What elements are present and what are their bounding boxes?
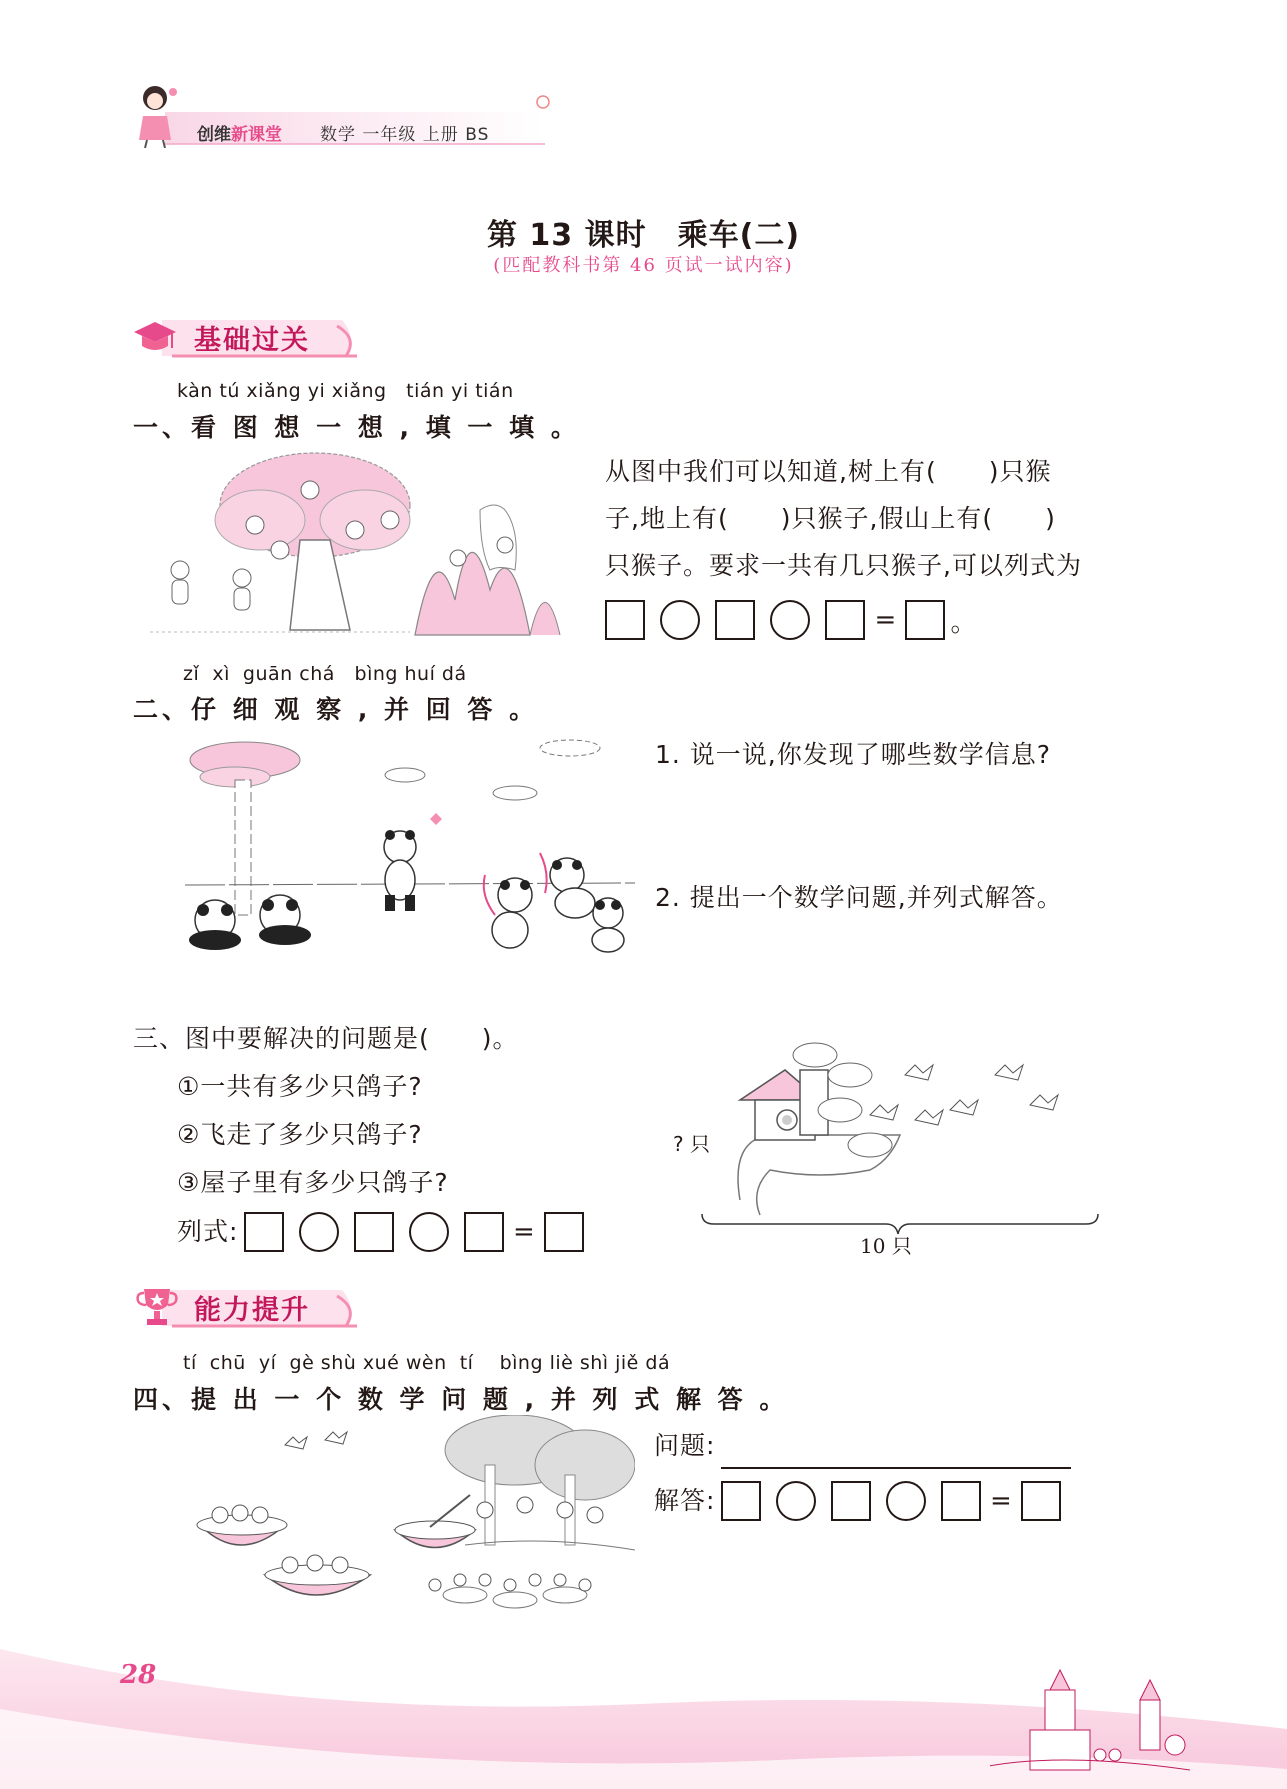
q4-operator-circle-2[interactable] xyxy=(886,1481,926,1521)
q1-text-line2: 子,地上有( )只猴子,假山上有( ) xyxy=(605,504,1056,533)
q3-option-1: ①一共有多少只鸽子? xyxy=(177,1072,423,1101)
q2-pinyin: zǐ xì guān chá bìng huí dá xyxy=(183,663,467,685)
q3-option-3: ③屋子里有多少只鸽子? xyxy=(177,1168,449,1197)
q4-question-line[interactable] xyxy=(721,1437,1071,1469)
q4-pinyin: tí chū yí gè shù xué wèn tí bìng liè shì jiě dá xyxy=(183,1352,671,1374)
q3-heading: 三、图中要解决的问题是( )。 xyxy=(133,1024,519,1053)
q4-question-row xyxy=(654,1422,1071,1469)
q1-blank-box-1[interactable] xyxy=(605,600,645,640)
q1-equal-sign: = xyxy=(874,605,897,635)
lesson-title: 第 13 课时 乘车(二) xyxy=(486,218,801,253)
q3-blank-box-3[interactable] xyxy=(464,1212,504,1252)
q4-equal-sign: = xyxy=(990,1485,1012,1516)
q3-pigeon-picture xyxy=(700,1040,1100,1220)
q1-blank-box-3[interactable] xyxy=(825,600,865,640)
q3-operator-circle-2[interactable] xyxy=(409,1212,449,1252)
trophy-icon xyxy=(134,1285,180,1329)
q1-heading: 一、看 图 想 一 想 , 填 一 填 。 xyxy=(133,413,580,442)
q1-period: 。 xyxy=(950,607,977,638)
q1-pinyin: kàn tú xiǎng yi xiǎng tián yi tián xyxy=(177,380,514,402)
header-brand xyxy=(197,120,282,145)
brand-prefix: 创维 xyxy=(197,125,231,145)
q1-blank-box-2[interactable] xyxy=(715,600,755,640)
q4-answer-row xyxy=(654,1477,1061,1524)
q3-blank-box-2[interactable] xyxy=(354,1212,394,1252)
panda-standing xyxy=(384,830,416,911)
q4-operator-circle-1[interactable] xyxy=(776,1481,816,1521)
q1-operator-circle-2[interactable] xyxy=(770,600,810,640)
section-basic-title: 基础过关 xyxy=(194,325,310,356)
q4-answer-box[interactable] xyxy=(1021,1481,1061,1521)
q2-panda-picture xyxy=(185,735,635,955)
q3-answer-box[interactable] xyxy=(544,1212,584,1252)
castle-icon xyxy=(990,1660,1190,1780)
q1-formula xyxy=(605,600,980,640)
q1-answer-box[interactable] xyxy=(905,600,945,640)
q4-blank-box-1[interactable] xyxy=(721,1481,761,1521)
q1-text-line1: 从图中我们可以知道,树上有( )只猴 xyxy=(605,457,1052,486)
header-book-info: 数学 一年级 上册 BS xyxy=(320,125,490,145)
q3-formula xyxy=(177,1208,584,1255)
page-number: 28 xyxy=(120,1660,157,1690)
flower-icon xyxy=(533,92,553,112)
brand-highlight: 新课堂 xyxy=(231,125,282,145)
q3-figure-question: ? 只 xyxy=(673,1132,710,1156)
q4-heading: 四、提 出 一 个 数 学 问 题 , 并 列 式 解 答 。 xyxy=(133,1385,789,1414)
mascot-girl-icon xyxy=(125,82,185,148)
q3-formula-label: 列式: xyxy=(177,1217,239,1246)
q3-operator-circle-1[interactable] xyxy=(299,1212,339,1252)
q3-option-2: ②飞走了多少只鸽子? xyxy=(177,1120,423,1149)
q4-pond-picture xyxy=(185,1415,635,1620)
lesson-subtitle: (匹配教科书第 46 页试一试内容) xyxy=(493,255,794,276)
q4-blank-box-2[interactable] xyxy=(831,1481,871,1521)
graduation-cap-icon xyxy=(132,318,178,358)
q2-heading: 二、仔 细 观 察 , 并 回 答 。 xyxy=(133,695,539,724)
q4-question-label: 问题: xyxy=(654,1431,716,1460)
q1-monkey-picture xyxy=(150,450,580,640)
q3-equal-sign: = xyxy=(513,1216,535,1247)
q4-answer-label: 解答: xyxy=(654,1486,716,1515)
q3-blank-box-1[interactable] xyxy=(244,1212,284,1252)
section-advance-title: 能力提升 xyxy=(194,1295,310,1326)
q2-item2: 2. 提出一个数学问题,并列式解答。 xyxy=(655,883,1063,912)
q3-figure-total: 10 只 xyxy=(860,1234,912,1258)
q2-item1: 1. 说一说,你发现了哪些数学信息? xyxy=(655,740,1052,769)
section-basic-badge xyxy=(132,312,362,362)
section-advance-badge xyxy=(132,1282,362,1332)
q1-text-line3: 只猴子。要求一共有几只猴子,可以列式为 xyxy=(605,551,1082,580)
q1-operator-circle-1[interactable] xyxy=(660,600,700,640)
q4-blank-box-3[interactable] xyxy=(941,1481,981,1521)
header-bar xyxy=(125,82,545,148)
